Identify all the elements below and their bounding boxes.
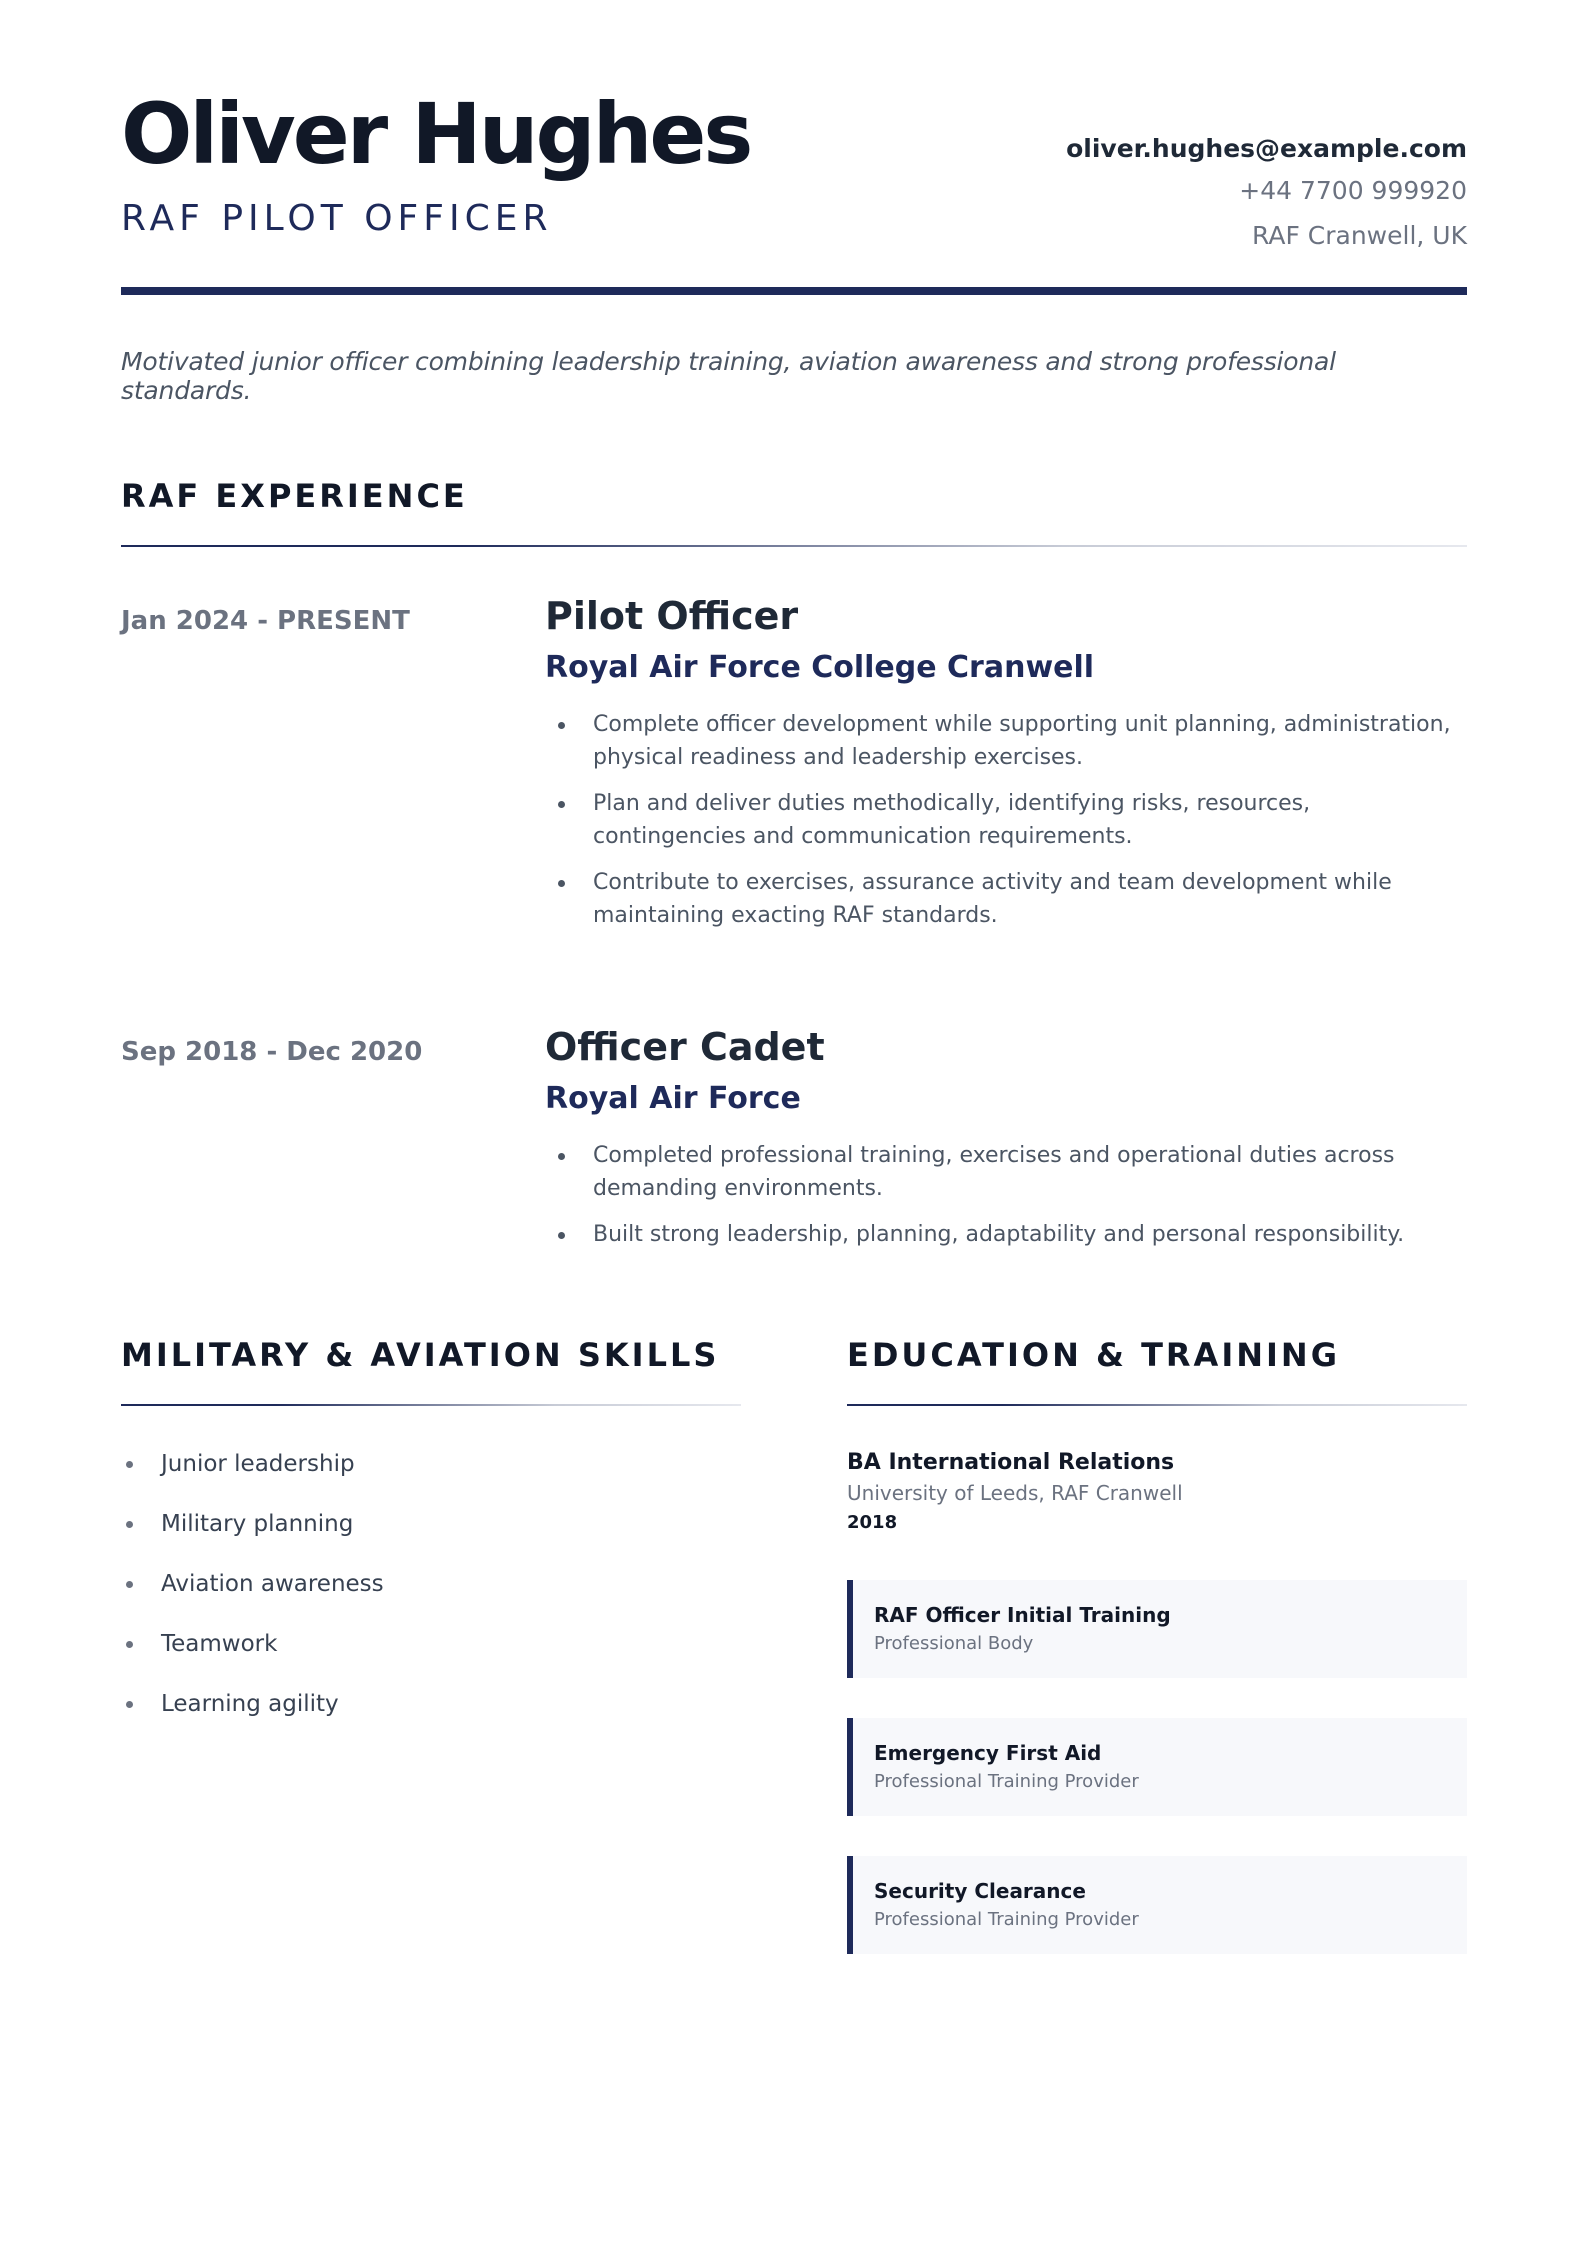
certification-title: RAF Officer Initial Training	[874, 1603, 1171, 1627]
education-degree: BA International Relations	[847, 1450, 1175, 1475]
header-divider	[121, 287, 1467, 295]
experience-section	[121, 477, 1467, 1264]
bullet-dot-icon	[558, 880, 565, 887]
section-title-education: EDUCATION & TRAINING	[847, 1336, 1340, 1374]
section-divider	[121, 1404, 741, 1406]
two-column-section	[121, 1336, 1467, 1954]
certification-title: Emergency First Aid	[874, 1741, 1102, 1765]
certification-provider: Professional Training Provider	[874, 1771, 1139, 1792]
bullet-dot-icon	[126, 1641, 133, 1648]
job-bullet-text: Complete officer development while supporting unit planning, administration, physical readiness and leadership exercises.	[593, 712, 1451, 770]
section-title-skills: MILITARY & AVIATION SKILLS	[121, 1336, 720, 1374]
job-bullet	[545, 866, 1467, 932]
section-title-experience: RAF EXPERIENCE	[121, 477, 468, 515]
section-divider	[121, 545, 1467, 547]
skill-label: Junior leadership	[161, 1451, 355, 1477]
job-title: Officer Cadet	[545, 1025, 825, 1069]
job-entry	[121, 592, 1467, 945]
certification-card	[847, 1718, 1467, 1816]
job-bullet	[545, 1218, 1467, 1251]
skill-item	[121, 1508, 741, 1540]
bullet-dot-icon	[126, 1521, 133, 1528]
education-entry	[847, 1448, 1467, 1538]
bullet-dot-icon	[558, 1153, 565, 1160]
contact-email[interactable]: oliver.hughes@example.com	[1066, 134, 1467, 163]
skill-item	[121, 1448, 741, 1480]
resume-header	[121, 0, 1467, 250]
skill-item	[121, 1688, 741, 1720]
contact-location: RAF Cranwell, UK	[1252, 221, 1467, 250]
certification-provider: Professional Body	[874, 1633, 1034, 1654]
job-bullet	[545, 708, 1467, 774]
job-organization: Royal Air Force	[545, 1081, 801, 1116]
contact-block	[1066, 130, 1467, 258]
skill-label: Teamwork	[161, 1631, 278, 1657]
candidate-role: RAF PILOT OFFICER	[121, 198, 553, 239]
job-bullet-text: Contribute to exercises, assurance activity and team development while maintaining exacting RAF standards.	[593, 870, 1392, 928]
bullet-dot-icon	[558, 801, 565, 808]
bullet-dot-icon	[558, 722, 565, 729]
skills-section	[121, 1336, 741, 1954]
bullet-dot-icon	[558, 1232, 565, 1239]
skill-item	[121, 1628, 741, 1660]
profile-summary: Motivated junior officer combining leadership training, aviation awareness and strong professional standards.	[121, 347, 1336, 405]
job-bullet-text: Completed professional training, exercises and operational duties across demanding environments.	[593, 1143, 1395, 1201]
candidate-name: Oliver Hughes	[121, 85, 751, 183]
certification-provider: Professional Training Provider	[874, 1909, 1139, 1930]
skill-label: Aviation awareness	[161, 1571, 384, 1597]
job-bullet-list	[545, 1139, 1467, 1251]
job-bullet	[545, 787, 1467, 853]
education-section	[847, 1336, 1467, 1954]
bullet-dot-icon	[126, 1701, 133, 1708]
job-entry	[121, 1023, 1467, 1264]
education-year: 2018	[847, 1512, 898, 1533]
skill-label: Military planning	[161, 1511, 354, 1537]
job-bullet	[545, 1139, 1467, 1205]
skill-item	[121, 1568, 741, 1600]
job-bullet-text: Plan and deliver duties methodically, identifying risks, resources, contingencies and communication requirements.	[593, 791, 1311, 849]
certification-title: Security Clearance	[874, 1879, 1086, 1903]
job-bullet-list	[545, 708, 1467, 932]
job-details	[545, 1023, 1467, 1264]
job-bullet-text: Built strong leadership, planning, adaptability and personal responsibility.	[593, 1222, 1405, 1247]
job-dates: Jan 2024 - PRESENT	[121, 606, 410, 636]
job-organization: Royal Air Force College Cranwell	[545, 650, 1095, 685]
section-divider	[847, 1404, 1467, 1406]
skills-list	[121, 1448, 741, 1720]
education-school: University of Leeds, RAF Cranwell	[847, 1481, 1183, 1505]
certification-card	[847, 1580, 1467, 1678]
certification-card	[847, 1856, 1467, 1954]
bullet-dot-icon	[126, 1581, 133, 1588]
job-details	[545, 592, 1467, 945]
contact-phone: +44 7700 999920	[1239, 176, 1467, 205]
skill-label: Learning agility	[161, 1691, 339, 1717]
job-dates: Sep 2018 - Dec 2020	[121, 1037, 423, 1067]
job-title: Pilot Officer	[545, 594, 799, 638]
bullet-dot-icon	[126, 1461, 133, 1468]
